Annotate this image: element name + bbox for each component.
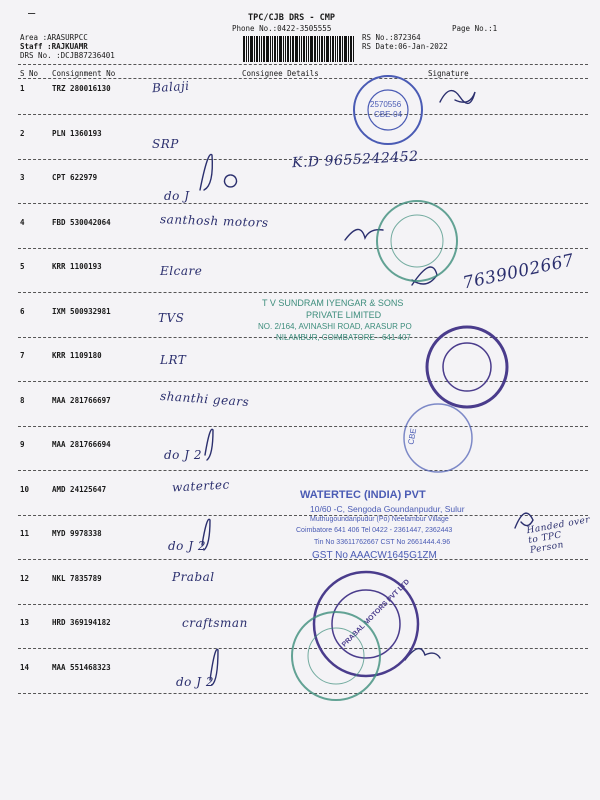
- row-divider: [18, 559, 588, 560]
- row-divider: [18, 203, 588, 204]
- row-consignee-handwritten: LRT: [160, 353, 187, 367]
- row-consignment-no: TRZ 280016130: [52, 84, 111, 93]
- barcode-bar: [308, 36, 309, 62]
- col-consignment: Consignment No: [52, 69, 116, 78]
- watertec-line2: 10/60 -C, Sengoda Goundanpudur, Sulur: [310, 504, 465, 514]
- barcode-bar: [256, 36, 258, 62]
- row-consignee-handwritten: watertec: [171, 476, 231, 495]
- handwritten-note: Handed over to TPC Person: [525, 515, 592, 556]
- row-sno: 10: [20, 484, 30, 494]
- barcode-bar: [337, 36, 338, 62]
- divider-top: [18, 64, 588, 65]
- staff-label: Staff :RAJKUAMR: [20, 42, 88, 51]
- row-sno: 4: [20, 217, 25, 227]
- mark-row-9: [205, 429, 213, 460]
- barcode-bar: [314, 36, 316, 62]
- barcode-bar: [321, 36, 323, 62]
- tvs-stamp-line3: NO. 2/164, AVINASHI ROAD, ARASUR PO: [258, 322, 412, 331]
- row-sno: 5: [20, 262, 25, 271]
- green-bottom-seal: [286, 606, 386, 706]
- barcode-bar: [306, 36, 307, 62]
- row-consignee-handwritten: shanthi gears: [159, 388, 250, 409]
- row-consignment-no: CPT 622979: [52, 173, 98, 182]
- barcode-bar: [250, 36, 253, 62]
- barcode-bar: [274, 36, 276, 62]
- divider-header: [18, 78, 588, 79]
- area-label: Area :ARASURPCC: [20, 33, 88, 42]
- row-consignee-handwritten: craftsman: [182, 616, 248, 630]
- row-consignee-handwritten: do J 2: [176, 674, 214, 689]
- row-sno: 6: [20, 306, 25, 316]
- col-sno: S No: [20, 69, 39, 78]
- row-consignment-no: AMD 24125647: [52, 484, 107, 494]
- seal-compressor-code2: CBE-04: [374, 110, 403, 119]
- barcode-bar: [285, 36, 286, 62]
- barcode-bar: [326, 36, 329, 62]
- barcode-bar: [261, 36, 262, 62]
- barcode-bar: [279, 36, 282, 62]
- corner-mark: –: [28, 6, 36, 20]
- barcode-bar: [299, 36, 300, 62]
- watertec-line6: GST No AAACW1645G1ZM: [312, 550, 437, 561]
- signature-row-1: [440, 91, 475, 104]
- barcode-bar: [353, 36, 354, 62]
- barcode-bar: [350, 36, 352, 62]
- cbe-seal-text: CBE: [406, 427, 419, 446]
- row-consignment-no: IXM 500932981: [52, 306, 111, 316]
- barcode-bar: [344, 36, 347, 62]
- barcode-bar: [335, 36, 336, 62]
- barcode-bar: [330, 36, 331, 62]
- row-divider: [18, 114, 588, 115]
- tvs-stamp-line1: T V SUNDRAM IYENGAR & SONS: [262, 298, 404, 308]
- col-signature: Signature: [428, 69, 469, 78]
- row-divider: [18, 292, 588, 293]
- barcode-bar: [248, 36, 249, 62]
- tvs-stamp-line4: NILAMBUR, COIMBATORE - 641 407: [276, 333, 411, 342]
- row-consignee-handwritten: santhosh motors: [159, 211, 269, 230]
- row-divider: [18, 604, 588, 605]
- row-sno: 11: [20, 529, 30, 538]
- row-consignment-no: NKL 7835789: [52, 573, 102, 583]
- barcode-bar: [348, 36, 349, 62]
- row-sno: 8: [20, 395, 25, 405]
- barcode-bar: [259, 36, 260, 62]
- barcode-bar: [295, 36, 298, 62]
- row-consignee-handwritten: Balaji: [151, 78, 190, 96]
- row-consignee-handwritten: Prabal: [172, 569, 215, 584]
- row-consignee-handwritten: do J: [164, 189, 190, 203]
- rs-number: RS No.:872364: [362, 33, 421, 42]
- row-sno: 2: [20, 128, 25, 138]
- row-sno: 3: [20, 173, 25, 182]
- barcode-bar: [317, 36, 318, 62]
- tvs-stamp-line2: PRIVATE LIMITED: [306, 310, 382, 320]
- col-consignee: Consignee Details: [242, 69, 319, 78]
- row-divider: [18, 470, 588, 471]
- row-consignee-handwritten: SRP: [152, 136, 179, 151]
- barcode-bar: [292, 36, 294, 62]
- row-consignee-handwritten: do J 2: [164, 448, 202, 462]
- barcode-bar: [246, 36, 247, 62]
- row-consignment-no: MAA 281766697: [52, 395, 111, 405]
- barcode-bar: [287, 36, 289, 62]
- row-divider: [18, 426, 588, 427]
- barcode-bar: [319, 36, 320, 62]
- page-number: Page No.:1: [452, 24, 498, 33]
- row-consignee-handwritten: Elcare: [160, 264, 203, 278]
- row-sno: 14: [20, 662, 30, 672]
- barcode-bar: [263, 36, 265, 62]
- row-consignee-handwritten: do J 2: [168, 539, 206, 553]
- row-sno: 13: [20, 618, 30, 627]
- handwritten-phone-2: 7639002667: [461, 250, 577, 294]
- barcode-bar: [243, 36, 245, 62]
- watertec-line3: Muthugoundanpudur (Po) Neelambur Village: [310, 516, 449, 523]
- row-divider: [18, 515, 588, 516]
- row-consignment-no: PLN 1360193: [52, 128, 102, 138]
- barcode-bar: [266, 36, 269, 62]
- barcode-bar: [339, 36, 341, 62]
- handwritten-phone-1: K.D 9655242452: [291, 148, 419, 172]
- row-sno: 1: [20, 84, 25, 93]
- barcode-bar: [301, 36, 302, 62]
- barcode-bar: [324, 36, 325, 62]
- barcode-bar: [310, 36, 313, 62]
- barcode-bar: [303, 36, 305, 62]
- barcode-bar: [342, 36, 343, 62]
- green-round-seal: [372, 196, 462, 286]
- row-sno: 7: [20, 351, 25, 360]
- drs-number: DRS No. :DCJB87236401: [20, 51, 115, 60]
- barcode-bar: [254, 36, 255, 62]
- barcode-bar: [290, 36, 291, 62]
- row-consignee-handwritten: TVS: [158, 310, 185, 325]
- watertec-line5: Tin No 33611762667 CST No 2661444.4.96: [314, 539, 451, 546]
- phone-number: Phone No.:0422-3505555: [232, 24, 332, 33]
- seal-compressor-code: 2570556: [370, 100, 402, 109]
- doc-title: TPC/CJB DRS - CMP: [248, 13, 335, 23]
- row-consignment-no: KRR 1109180: [52, 351, 102, 360]
- row-consignment-no: MYD 9978338: [52, 529, 102, 538]
- signature-row-3: [200, 154, 237, 190]
- barcode-bar: [283, 36, 284, 62]
- rs-date: RS Date:06-Jan-2022: [362, 42, 448, 51]
- barcode-bar: [270, 36, 271, 62]
- prabal-seal-text: PRABAL MOTORS PVT LTD: [341, 578, 412, 649]
- row-sno: 12: [20, 573, 30, 583]
- row-consignment-no: FBD 530042064: [52, 217, 111, 227]
- row-consignment-no: KRR 1100193: [52, 262, 102, 271]
- row-divider: [18, 248, 588, 249]
- watertec-line1: WATERTEC (INDIA) PVT: [300, 489, 426, 501]
- row-consignment-no: MAA 281766694: [52, 440, 111, 449]
- barcode-bar: [277, 36, 278, 62]
- row-consignment-no: MAA 551468323: [52, 662, 111, 672]
- row-sno: 9: [20, 440, 25, 449]
- barcode-bar: [332, 36, 334, 62]
- row-consignment-no: HRD 369194182: [52, 618, 111, 627]
- watertec-line4: Coimbatore 641 406 Tel 0422 - 2361447, 2362443: [296, 527, 453, 534]
- barcode-bar: [272, 36, 273, 62]
- barcode: [243, 36, 358, 62]
